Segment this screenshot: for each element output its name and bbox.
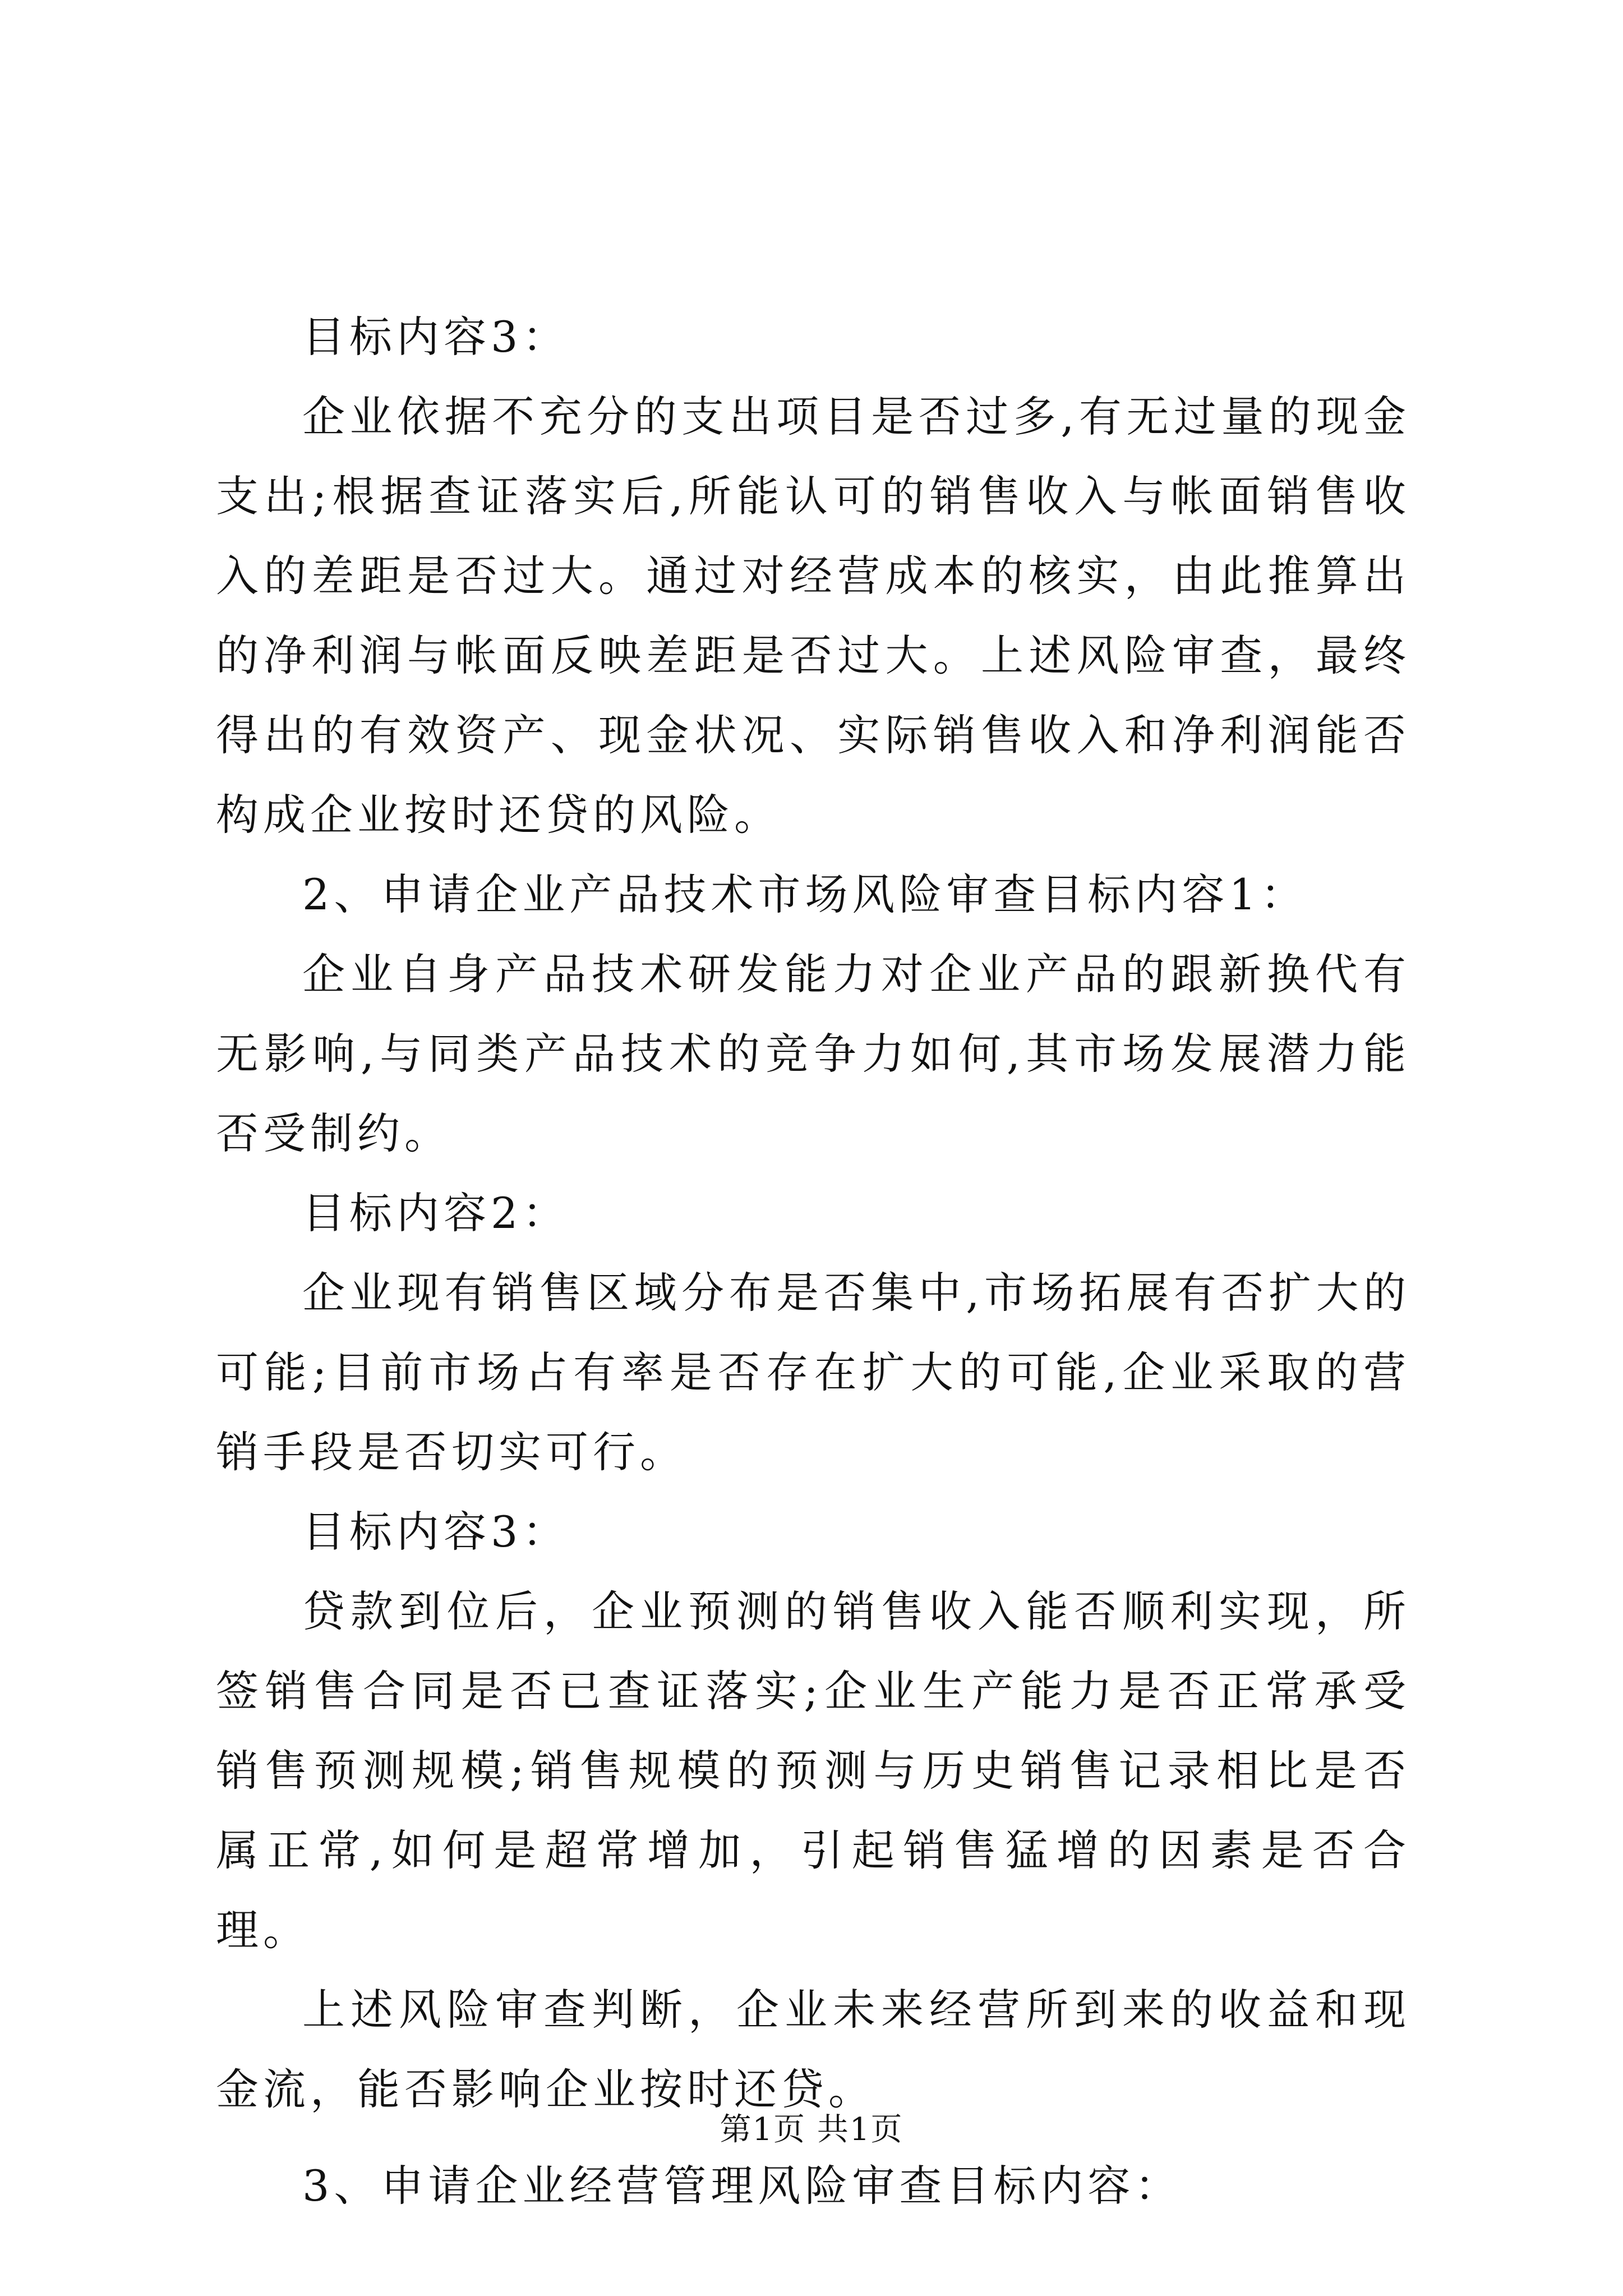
document-body [216, 297, 1410, 2226]
paragraph: 企业现有销售区域分布是否集中,市场拓展有否扩大的可能;目前市场占有率是否存在扩大的可能,企业采取的营销手段是否切实可行。 [216, 1268, 1410, 1477]
paragraph-heading: 目标内容2： [302, 1188, 570, 1238]
paragraph: 企业依据不充分的支出项目是否过多,有无过量的现金支出;根据查证落实后,所能认可的销售收入与帐面销售收入的差距是否过大。通过对经营成本的核实，由此推算出的净利润与帐面反映差距是否过大。上述风险审查，最终得出的有效资产、现金状况、实际销售收入和净利润能否构成企业按时还贷的风险。 [216, 392, 1410, 840]
paragraph: 企业自身产品技术研发能力对企业产品的跟新换代有无影响,与同类产品技术的竞争力如何,其市场发展潜力能否受制约。 [216, 949, 1410, 1158]
page-footer: 第1页 共1页 [720, 2111, 903, 2148]
paragraph-heading: 目标内容3： [302, 312, 570, 362]
paragraph-heading: 目标内容3： [302, 1507, 570, 1557]
paragraph: 上述风险审查判断，企业未来经营所到来的收益和现金流，能否影响企业按时还贷。 [216, 1985, 1410, 2114]
paragraph-heading: 2、申请企业产品技术市场风险审查目标内容1： [302, 869, 1308, 919]
paragraph: 贷款到位后，企业预测的销售收入能否顺利实现，所签销售合同是否已查证落实;企业生产能力是否正常承受销售预测规模;销售规模的预测与历史销售记录相比是否属正常,如何是超常增加，引起销售猛增的因素是否合理。 [216, 1586, 1410, 1955]
paragraph-heading: 3、申请企业经营管理风险审查目标内容： [302, 2161, 1182, 2211]
